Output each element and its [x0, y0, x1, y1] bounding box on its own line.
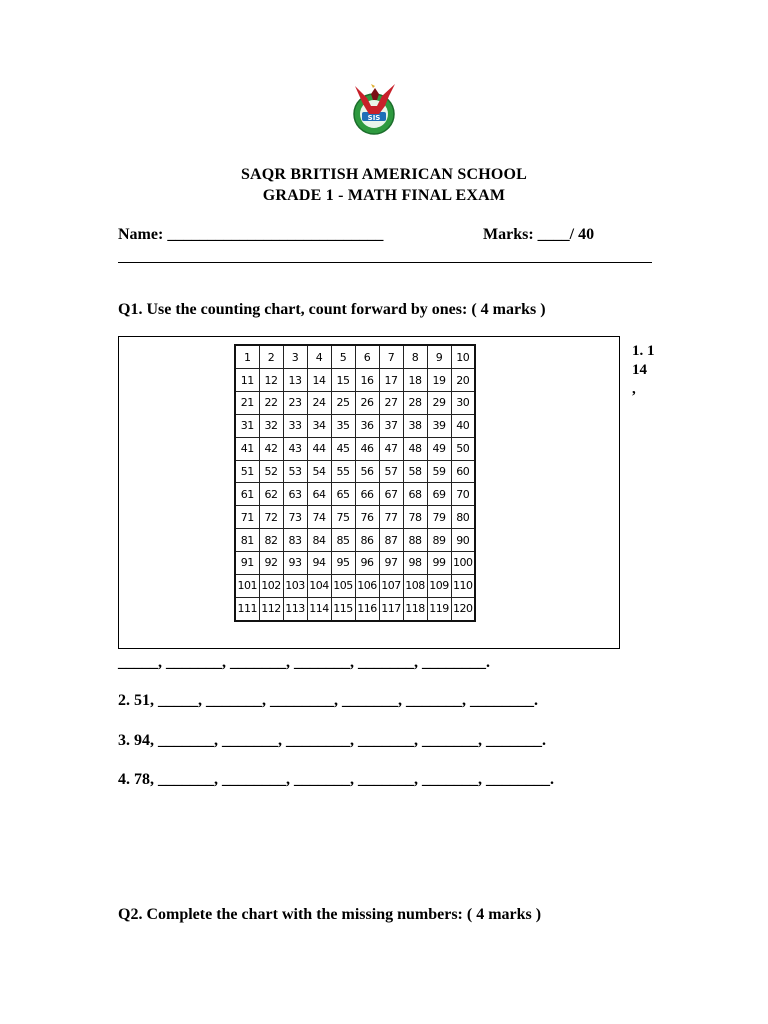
chart-cell: 33 [283, 414, 307, 437]
chart-cell: 104 [307, 574, 331, 597]
chart-cell: 103 [283, 574, 307, 597]
chart-cell: 113 [283, 597, 307, 621]
chart-cell: 81 [235, 529, 259, 552]
chart-cell: 79 [427, 506, 451, 529]
chart-cell: 4 [307, 345, 331, 369]
chart-cell: 57 [379, 460, 403, 483]
chart-cell: 59 [427, 460, 451, 483]
chart-cell: 45 [331, 437, 355, 460]
chart-cell: 69 [427, 483, 451, 506]
chart-row [235, 392, 475, 415]
chart-cell: 116 [355, 597, 379, 621]
chart-cell: 101 [235, 574, 259, 597]
chart-cell: 97 [379, 552, 403, 575]
chart-cell: 13 [283, 369, 307, 392]
answer-line-3[interactable]: 3. 94, _______, _______, ________, _______, _______, _______. [118, 732, 546, 749]
chart-cell: 11 [235, 369, 259, 392]
chart-cell: 53 [283, 460, 307, 483]
chart-cell: 34 [307, 414, 331, 437]
chart-cell: 48 [403, 437, 427, 460]
chart-cell: 77 [379, 506, 403, 529]
chart-row [235, 506, 475, 529]
chart-cell: 72 [259, 506, 283, 529]
chart-cell: 1 [235, 345, 259, 369]
chart-cell: 63 [283, 483, 307, 506]
header-divider [118, 262, 652, 263]
chart-cell: 17 [379, 369, 403, 392]
chart-cell: 88 [403, 529, 427, 552]
chart-cell: 22 [259, 392, 283, 415]
chart-cell: 84 [307, 529, 331, 552]
chart-cell: 28 [403, 392, 427, 415]
chart-cell: 91 [235, 552, 259, 575]
chart-cell: 29 [427, 392, 451, 415]
chart-cell: 83 [283, 529, 307, 552]
chart-cell: 93 [283, 552, 307, 575]
chart-cell: 6 [355, 345, 379, 369]
chart-row [235, 597, 475, 621]
chart-cell: 10 [451, 345, 475, 369]
chart-cell: 37 [379, 414, 403, 437]
q2-prompt: Q2. Complete the chart with the missing numbers: ( 4 marks ) [118, 906, 542, 923]
chart-cell: 7 [379, 345, 403, 369]
chart-cell: 108 [403, 574, 427, 597]
chart-cell: 99 [427, 552, 451, 575]
chart-cell: 54 [307, 460, 331, 483]
chart-row [235, 552, 475, 575]
chart-cell: 80 [451, 506, 475, 529]
chart-cell: 76 [355, 506, 379, 529]
chart-cell: 26 [355, 392, 379, 415]
chart-cell: 42 [259, 437, 283, 460]
side-text-2: 14 [632, 362, 647, 378]
side-text-1: 1. 1 [632, 343, 655, 359]
chart-cell: 30 [451, 392, 475, 415]
chart-cell: 24 [307, 392, 331, 415]
chart-cell: 92 [259, 552, 283, 575]
chart-cell: 32 [259, 414, 283, 437]
chart-cell: 94 [307, 552, 331, 575]
chart-cell: 21 [235, 392, 259, 415]
answer-line-1[interactable]: _____, _______, _______, _______, _______, ________. [118, 654, 490, 671]
chart-row [235, 483, 475, 506]
chart-cell: 60 [451, 460, 475, 483]
chart-cell: 50 [451, 437, 475, 460]
chart-cell: 98 [403, 552, 427, 575]
chart-cell: 58 [403, 460, 427, 483]
chart-cell: 3 [283, 345, 307, 369]
chart-row [235, 574, 475, 597]
side-text-3: , [632, 381, 636, 397]
chart-cell: 70 [451, 483, 475, 506]
chart-row [235, 437, 475, 460]
chart-cell: 40 [451, 414, 475, 437]
chart-cell: 114 [307, 597, 331, 621]
chart-cell: 120 [451, 597, 475, 621]
chart-cell: 65 [331, 483, 355, 506]
chart-cell: 14 [307, 369, 331, 392]
chart-cell: 38 [403, 414, 427, 437]
chart-cell: 67 [379, 483, 403, 506]
chart-cell: 119 [427, 597, 451, 621]
chart-cell: 62 [259, 483, 283, 506]
counting-chart-table [234, 344, 476, 622]
chart-cell: 85 [331, 529, 355, 552]
chart-row [235, 529, 475, 552]
chart-cell: 56 [355, 460, 379, 483]
chart-cell: 55 [331, 460, 355, 483]
chart-cell: 49 [427, 437, 451, 460]
answer-line-4[interactable]: 4. 78, _______, ________, _______, _______, _______, ________. [118, 771, 554, 788]
chart-cell: 82 [259, 529, 283, 552]
chart-cell: 110 [451, 574, 475, 597]
chart-cell: 15 [331, 369, 355, 392]
chart-cell: 41 [235, 437, 259, 460]
chart-cell: 25 [331, 392, 355, 415]
chart-cell: 102 [259, 574, 283, 597]
chart-cell: 16 [355, 369, 379, 392]
chart-cell: 68 [403, 483, 427, 506]
chart-cell: 73 [283, 506, 307, 529]
chart-cell: 117 [379, 597, 403, 621]
chart-cell: 46 [355, 437, 379, 460]
chart-cell: 75 [331, 506, 355, 529]
chart-cell: 12 [259, 369, 283, 392]
q1-prompt: Q1. Use the counting chart, count forward by ones: ( 4 marks ) [118, 301, 546, 318]
school-logo-icon [345, 76, 405, 138]
name-field[interactable]: Name: ___________________________ [118, 226, 384, 243]
chart-cell: 35 [331, 414, 355, 437]
chart-cell: 8 [403, 345, 427, 369]
chart-cell: 115 [331, 597, 355, 621]
answer-line-2[interactable]: 2. 51, _____, _______, ________, _______, _______, ________. [118, 692, 538, 709]
chart-cell: 106 [355, 574, 379, 597]
logo-text: SIS [367, 114, 381, 122]
chart-row [235, 369, 475, 392]
chart-cell: 111 [235, 597, 259, 621]
chart-cell: 20 [451, 369, 475, 392]
chart-row [235, 345, 475, 369]
chart-cell: 86 [355, 529, 379, 552]
chart-cell: 109 [427, 574, 451, 597]
chart-cell: 39 [427, 414, 451, 437]
counting-chart [234, 344, 476, 622]
chart-cell: 47 [379, 437, 403, 460]
chart-cell: 74 [307, 506, 331, 529]
chart-cell: 112 [259, 597, 283, 621]
chart-cell: 118 [403, 597, 427, 621]
chart-cell: 18 [403, 369, 427, 392]
chart-cell: 100 [451, 552, 475, 575]
chart-cell: 87 [379, 529, 403, 552]
chart-cell: 105 [331, 574, 355, 597]
school-name: SAQR BRITISH AMERICAN SCHOOL [240, 166, 528, 183]
chart-cell: 5 [331, 345, 355, 369]
chart-cell: 9 [427, 345, 451, 369]
chart-cell: 66 [355, 483, 379, 506]
chart-cell: 78 [403, 506, 427, 529]
marks-field: Marks: ____/ 40 [483, 226, 595, 243]
chart-cell: 89 [427, 529, 451, 552]
chart-cell: 107 [379, 574, 403, 597]
chart-cell: 61 [235, 483, 259, 506]
chart-cell: 31 [235, 414, 259, 437]
chart-cell: 2 [259, 345, 283, 369]
chart-cell: 27 [379, 392, 403, 415]
exam-title: GRADE 1 - MATH FINAL EXAM [262, 187, 506, 204]
chart-cell: 96 [355, 552, 379, 575]
chart-cell: 36 [355, 414, 379, 437]
chart-cell: 19 [427, 369, 451, 392]
chart-cell: 44 [307, 437, 331, 460]
chart-cell: 95 [331, 552, 355, 575]
chart-cell: 23 [283, 392, 307, 415]
chart-row [235, 460, 475, 483]
chart-cell: 64 [307, 483, 331, 506]
chart-cell: 51 [235, 460, 259, 483]
chart-row [235, 414, 475, 437]
chart-cell: 43 [283, 437, 307, 460]
chart-cell: 90 [451, 529, 475, 552]
chart-cell: 52 [259, 460, 283, 483]
chart-cell: 71 [235, 506, 259, 529]
